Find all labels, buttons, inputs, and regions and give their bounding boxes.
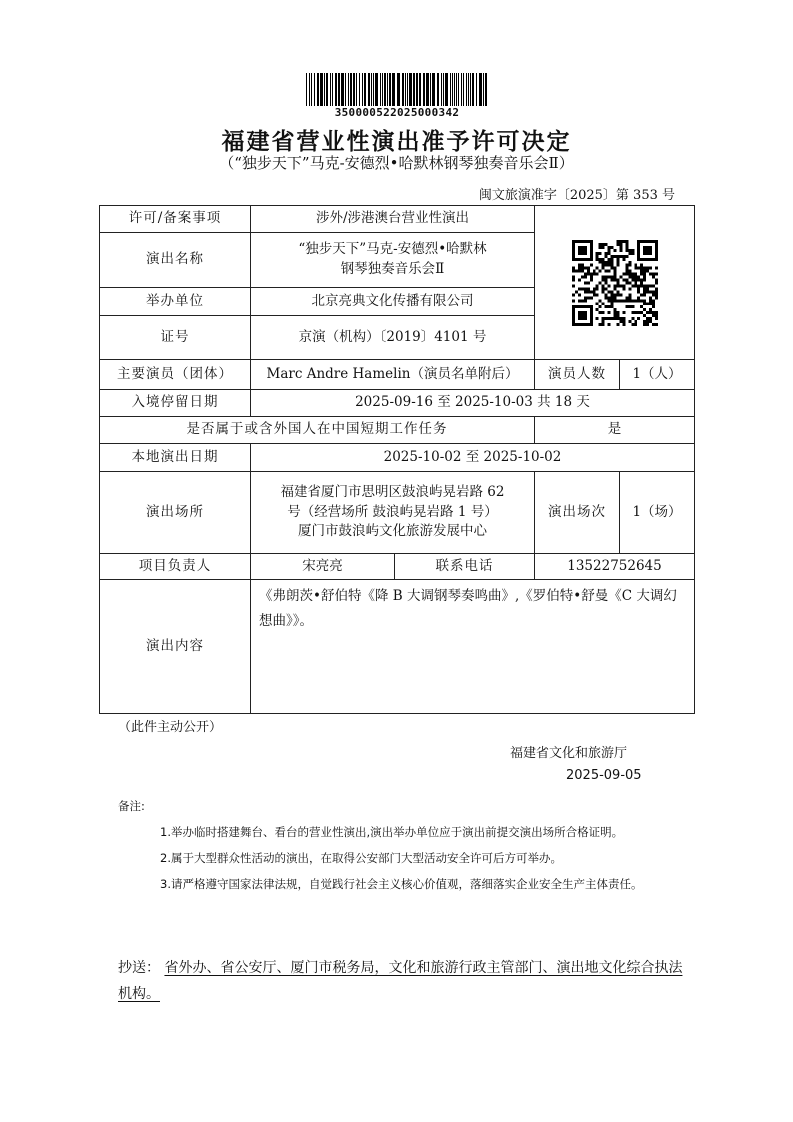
public-note: （此件主动公开） [118, 720, 223, 735]
license-table [99, 205, 695, 714]
certificate-value: 京演（机构）〔2019〕4101 号 [251, 316, 535, 360]
note-item: 1.举办临时搭建舞台、看台的营业性演出,演出举办单位应于演出前提交演出场所合格证明。 [160, 825, 624, 839]
venue-line1: 福建省厦门市思明区鼓浪屿晃岩路 62 [280, 484, 505, 501]
entry-period-label: 入境停留日期 [100, 390, 251, 417]
barcode [305, 73, 489, 106]
venue-value [251, 472, 535, 554]
phone-value: 13522752645 [535, 554, 695, 580]
barcode-number: 350000522025000342 [334, 106, 460, 119]
license-type-label: 许可/备案事项 [100, 206, 251, 233]
certificate-label: 证号 [100, 316, 251, 360]
performer-count-label: 演员人数 [535, 360, 620, 390]
note-item: 3.请严格遵守国家法律法规，自觉践行社会主义核心价值观，落细落实企业安全生产主体责任。 [160, 877, 643, 891]
qr-code-cell [535, 206, 695, 360]
cc-label: 抄送： [118, 960, 160, 976]
venue-label: 演出场所 [100, 472, 251, 554]
organizer-label: 举办单位 [100, 288, 251, 316]
short-term-work-label: 是否属于或含外国人在中国短期工作任务 [100, 417, 535, 444]
manager-value: 宋亮亮 [251, 554, 395, 580]
issue-date: 2025-09-05 [566, 768, 642, 783]
show-name-line2: 钢琴独奏音乐会Ⅱ [340, 261, 445, 277]
manager-label: 项目负责人 [100, 554, 251, 580]
venue-line2: 号（经营场所 鼓浪屿晃岩路 1 号） [287, 503, 498, 520]
sessions-value: 1（场） [620, 472, 695, 554]
document-title: 福建省营业性演出准予许可决定 [221, 128, 572, 155]
cc-line [118, 955, 688, 1007]
performers-value: Marc Andre Hamelin（演员名单附后） [251, 360, 535, 390]
sessions-label: 演出场次 [535, 472, 620, 554]
note-item: 2.属于大型群众性活动的演出，在取得公安部门大型活动安全许可后方可举办。 [160, 851, 562, 865]
show-name-label: 演出名称 [100, 233, 251, 288]
issuer: 福建省文化和旅游厅 [510, 746, 628, 761]
venue-line3: 厦门市鼓浪屿文化旅游发展中心 [298, 523, 487, 540]
document-subtitle: （“独步天下”马克-安德烈•哈默林钢琴独奏音乐会Ⅱ） [219, 154, 574, 172]
content-label: 演出内容 [100, 580, 251, 714]
entry-period-value: 2025-09-16 至 2025-10-03 共 18 天 [251, 390, 695, 417]
show-name-value [251, 233, 535, 288]
cc-recipients: 省外办、省公安厅、厦门市税务局，文化和旅游行政主管部门、演出地文化综合执法机构。 [118, 960, 683, 1002]
local-dates-label: 本地演出日期 [100, 444, 251, 472]
phone-label: 联系电话 [395, 554, 535, 580]
local-dates-value: 2025-10-02 至 2025-10-02 [251, 444, 695, 472]
qr-code [572, 240, 658, 326]
organizer-value: 北京亮典文化传播有限公司 [251, 288, 535, 316]
content-value: 《弗朗茨•舒伯特《降 B 大调钢琴奏鸣曲》,《罗伯特•舒曼《C 大调幻想曲》》。 [251, 580, 695, 714]
performer-count-value: 1（人） [620, 360, 695, 390]
notes-title: 备注: [118, 799, 145, 813]
short-term-work-value: 是 [535, 417, 695, 444]
show-name-line1: “独步天下”马克-安德烈•哈默林 [298, 241, 487, 258]
license-type-value: 涉外/涉港澳台营业性演出 [251, 206, 535, 233]
document-number: 闽文旅演准字〔2025〕第 353 号 [478, 188, 675, 203]
performers-label: 主要演员（团体） [100, 360, 251, 390]
